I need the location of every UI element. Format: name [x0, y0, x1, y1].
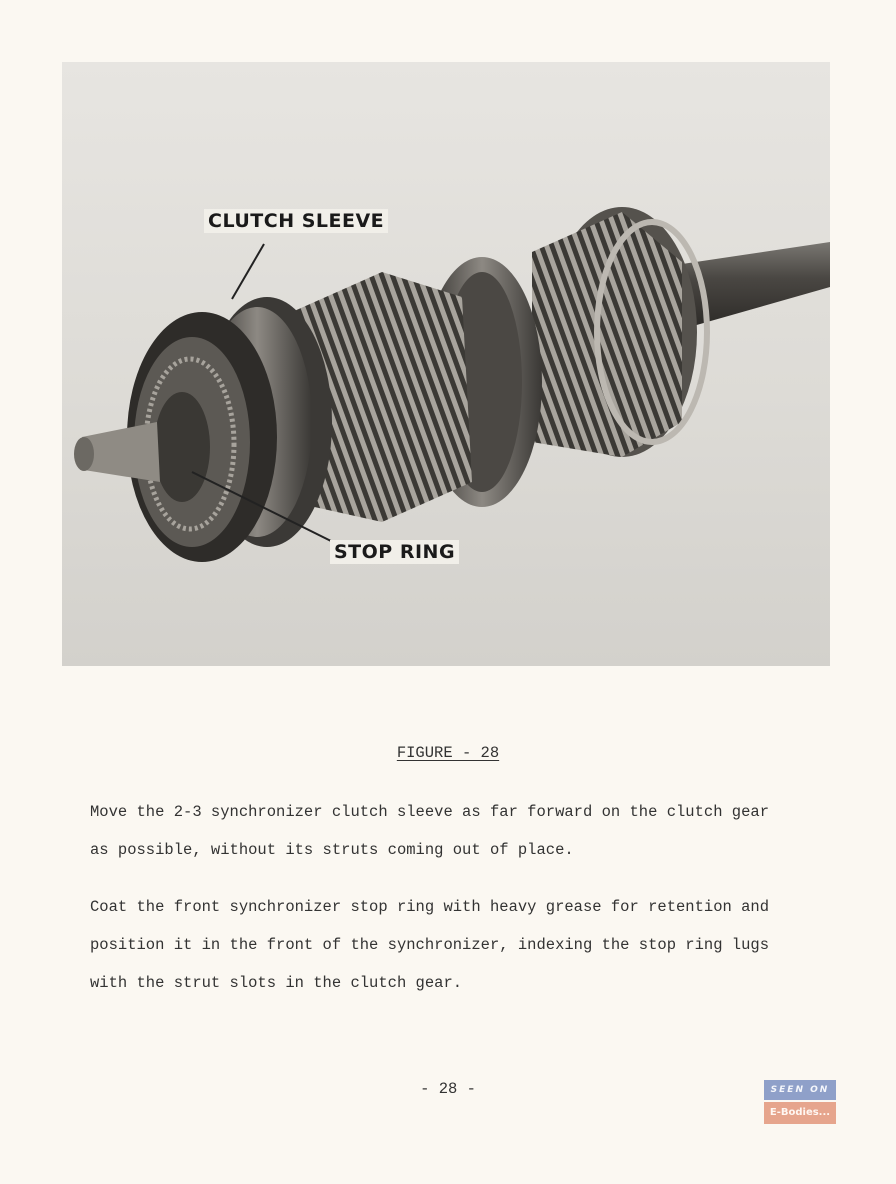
watermark-logo: [764, 1080, 836, 1124]
figure-caption-text: FIGURE - 28: [396, 744, 500, 762]
watermark-top: SEEN ON: [764, 1080, 836, 1100]
stop-ring-label: STOP RING: [330, 540, 459, 564]
watermark-bottom: E-Bodies...: [764, 1102, 836, 1124]
clutch-sleeve-label: CLUTCH SLEEVE: [204, 209, 388, 233]
gear-assembly-illustration: [62, 62, 830, 666]
paragraph-1: Move the 2-3 synchronizer clutch sleeve as far forward on the clutch gear as possible, without its struts coming out of place.: [90, 803, 770, 859]
transmission-photo: [62, 62, 830, 666]
paragraph-2: Coat the front synchronizer stop ring with heavy grease for retention and position it in the front of the synchronizer, indexing the stop ring lugs with the strut slots in the clutch gear.: [90, 898, 770, 992]
figure-caption: [0, 744, 896, 762]
page-number: - 28 -: [420, 1080, 476, 1098]
